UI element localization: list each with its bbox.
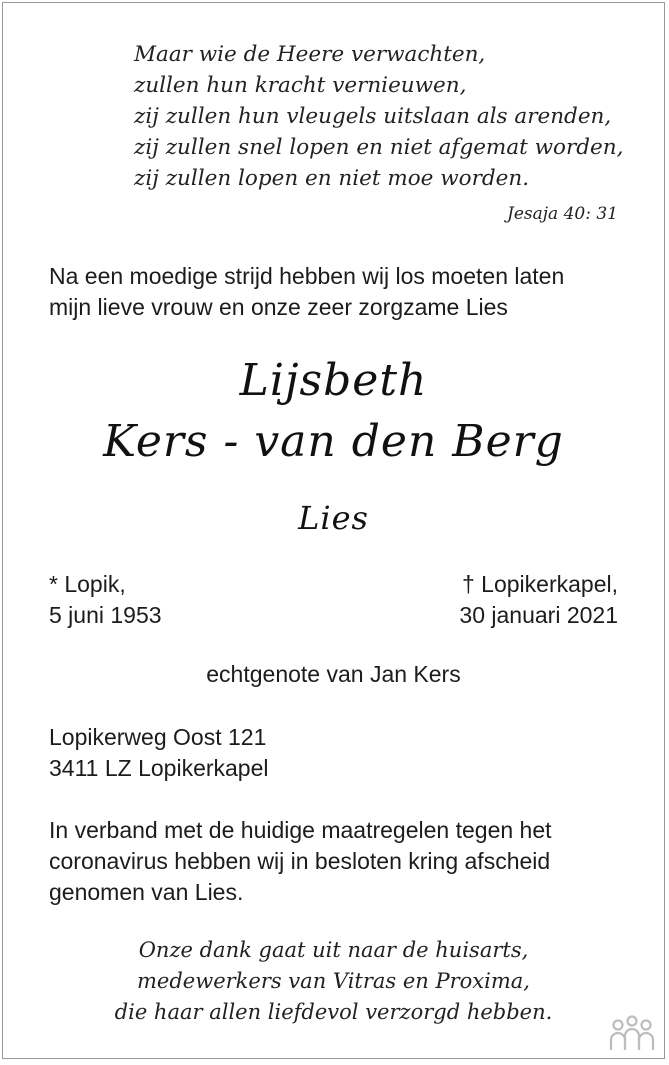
thanks-line: medewerkers van Vitras en Proxima, [137,969,530,993]
intro-text [49,261,564,323]
death-date: 30 januari 2021 [459,602,618,628]
notice-line: coronavirus hebben wij in besloten kring afscheid [49,848,551,874]
death-notice-card [2,2,665,1059]
funeral-notice [49,815,552,908]
verse-line: zij zullen hun vleugels uitslaan als arenden, [134,104,612,129]
full-name: Kers - van den Berg [103,416,564,467]
birth-info [49,569,162,631]
intro-line: mijn lieve vrouw en onze zeer zorgzame Lies [49,294,508,320]
address-city: 3411 LZ Lopikerkapel [49,755,269,781]
verse-reference: Jesaja 40: 31 [507,204,618,224]
thanks-text [3,935,664,1028]
spouse-line: echtgenote van Jan Kers [206,661,461,687]
verse-line: zij zullen snel lopen en niet afgemat worden, [134,135,624,160]
people-group-icon [608,1012,656,1052]
nickname: Lies [298,499,369,537]
thanks-line: die haar allen liefdevol verzorgd hebben. [114,1000,553,1024]
birth-place: * Lopik, [49,571,126,597]
thanks-line: Onze dank gaat uit naar de huisarts, [138,938,529,962]
bible-verse [134,39,623,194]
birth-date: 5 juni 1953 [49,602,162,628]
notice-line: In verband met de huidige maatregelen tegen het [49,817,552,843]
verse-line: Maar wie de Heere verwachten, [134,42,486,67]
first-name: Lijsbeth [239,355,428,406]
verse-line: zullen hun kracht vernieuwen, [134,73,467,98]
death-info [459,569,618,631]
death-place: † Lopikerkapel, [462,571,618,597]
intro-line: Na een moedige strijd hebben wij los moeten laten [49,263,565,289]
verse-line: zij zullen lopen en niet moe worden. [134,166,530,191]
address [49,722,269,784]
notice-line: genomen van Lies. [49,879,244,905]
address-street: Lopikerweg Oost 121 [49,724,267,750]
